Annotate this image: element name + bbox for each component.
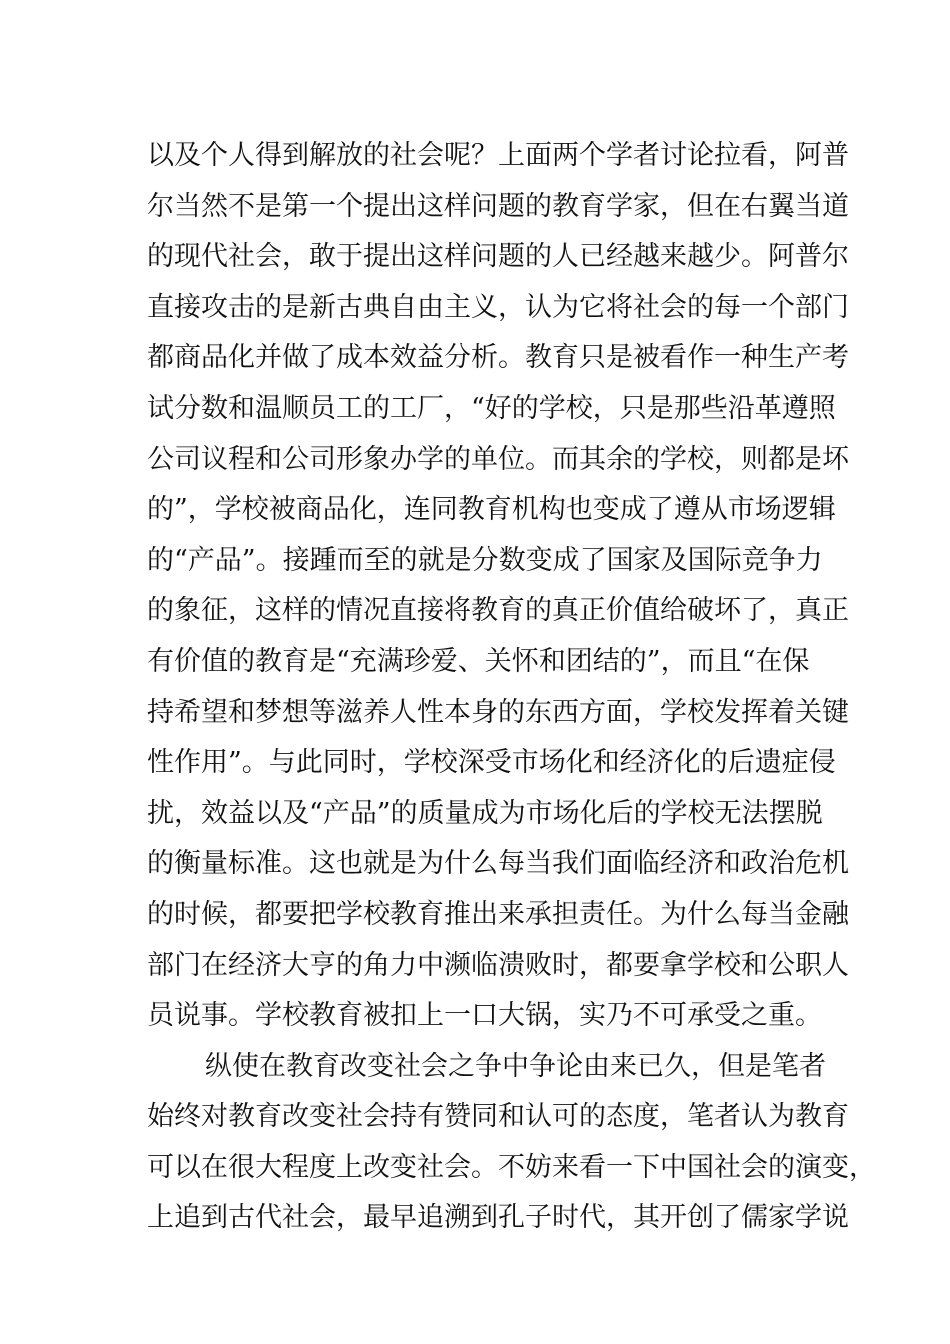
text-line: 上追到古代社会，最早追溯到孔子时代，其开创了儒家学说 <box>147 1202 849 1234</box>
text-line: 公司议程和公司形象办学的单位。而其余的学校，则都是坏 <box>147 443 849 475</box>
text-line: 持希望和梦想等滋养人性本身的东西方面，学校发挥着关键 <box>147 696 849 728</box>
text-line: 可以在很大程度上改变社会。不妨来看一下中国社会的演变， <box>147 1151 876 1183</box>
text-line: 都商品化并做了成本效益分析。教育只是被看作一种生产考 <box>147 342 849 374</box>
text-line: 的现代社会，敢于提出这样问题的人已经越来越少。阿普尔 <box>147 241 849 273</box>
text-line: 有价值的教育是“充满珍爱、关怀和团结的”，而且“在保 <box>147 645 810 677</box>
text-line: 的时候，都要把学校教育推出来承担责任。为什么每当金融 <box>147 898 849 930</box>
text-line: 的”，学校被商品化，连同教育机构也变成了遵从市场逻辑 <box>147 494 836 526</box>
text-line: 性作用”。与此同时，学校深受市场化和经济化的后遗症侵 <box>147 747 836 779</box>
text-line: 的象征，这样的情况直接将教育的真正价值给破坏了，真正 <box>147 595 849 627</box>
text-line-indented: 纵使在教育改变社会之争中争论由来已久，但是笔者 <box>205 1050 826 1082</box>
text-line: 员说事。学校教育被扣上一口大锅，实乃不可承受之重。 <box>147 1000 822 1032</box>
body-text <box>147 131 876 1244</box>
text-line: 部门在经济大亨的角力中濒临溃败时，都要拿学校和公职人 <box>147 949 849 981</box>
text-line: 的“产品”。接踵而至的就是分数变成了国家及国际竞争力 <box>147 544 823 576</box>
paragraph-2 <box>147 1042 876 1244</box>
text-line: 始终对教育改变社会持有赞同和认可的态度，笔者认为教育 <box>147 1101 849 1133</box>
paragraph-1 <box>147 131 849 1042</box>
text-line: 扰，效益以及“产品”的质量成为市场化后的学校无法摆脱 <box>147 797 823 829</box>
text-line: 直接攻击的是新古典自由主义，认为它将社会的每一个部门 <box>147 291 849 323</box>
text-line: 尔当然不是第一个提出这样问题的教育学家，但在右翼当道 <box>147 190 849 222</box>
text-line: 以及个人得到解放的社会呢？上面两个学者讨论拉看，阿普 <box>147 140 849 171</box>
text-line: 的衡量标准。这也就是为什么每当我们面临经济和政治危机 <box>147 848 849 880</box>
text-line: 试分数和温顺员工的工厂，“好的学校，只是那些沿革遵照 <box>147 392 836 424</box>
